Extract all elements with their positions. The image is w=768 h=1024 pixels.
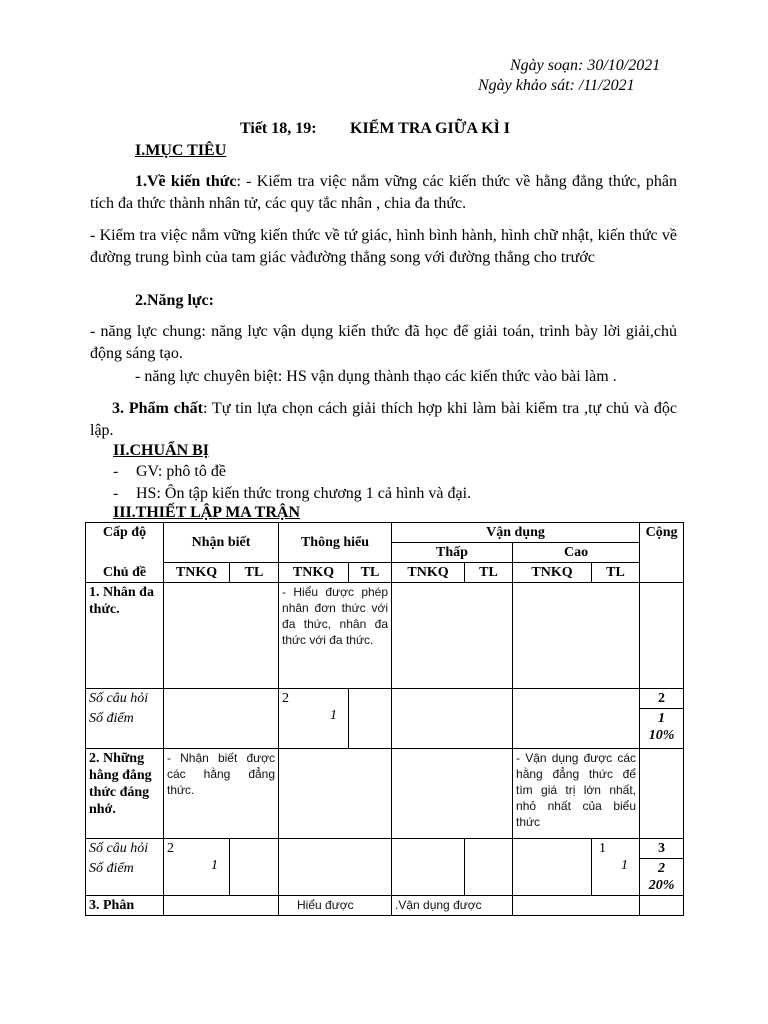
thong-hieu-header: Thông hiểu — [279, 523, 392, 563]
tnkq-header: TNKQ — [513, 563, 592, 583]
nang-luc-label: 2.Năng lực: — [135, 292, 214, 309]
table-cell — [513, 583, 640, 689]
hs-item: HS: Ôn tập kiến thức trong chương 1 cả hình và đại. — [136, 485, 472, 502]
table-cell — [279, 749, 392, 839]
kien-thuc-paragraph — [90, 171, 677, 215]
thong-hieu-desc: Hiểu được — [279, 896, 392, 916]
nang-luc-chuyen-biet: - năng lực chuyên biệt: HS vận dụng thành thạo các kiến thức vào bài làm . — [135, 368, 617, 385]
table-cell — [279, 839, 392, 896]
table-cell — [164, 689, 279, 749]
gv-bullet: - — [113, 463, 119, 480]
cong-header: Cộng — [640, 523, 684, 583]
so-cau-label: Số câu hỏi — [86, 839, 164, 859]
chu-de-header: Chủ đề — [86, 563, 164, 583]
table-cell — [392, 689, 513, 749]
tnkq-header: TNKQ — [164, 563, 230, 583]
ngay-khao-sat: Ngày khảo sát: /11/2021 — [478, 77, 635, 94]
section-muc-tieu: I.MỤC TIÊU — [135, 142, 227, 159]
table-cell — [513, 839, 592, 896]
table-cell — [392, 839, 465, 896]
topic-nhan-da-thuc: 1. Nhân đa thức. — [86, 583, 164, 689]
nb-so-cau: 2 — [167, 841, 174, 856]
pham-chat-paragraph — [90, 398, 677, 442]
cao-header: Cao — [513, 543, 640, 563]
nhan-biet-desc: - Nhận biết được các hằng đẳng thức. — [164, 749, 279, 839]
so-cau-label: Số câu hỏi — [86, 689, 164, 709]
th-so-cau: 2 — [282, 691, 290, 706]
table-cell — [230, 839, 279, 896]
cao-so-diem: 1 — [621, 858, 629, 873]
total-diem-value: 2 — [658, 861, 666, 876]
so-diem-label: Số điểm — [86, 709, 164, 749]
table-cell — [392, 749, 513, 839]
kien-thuc-label: 1.Về kiến thức — [135, 173, 237, 190]
tl-header: TL — [349, 563, 392, 583]
th-so-diem: 1 — [330, 708, 338, 723]
cap-do-header: Cấp độ — [86, 523, 164, 543]
nhan-biet-header: Nhận biết — [164, 523, 279, 563]
thap-desc: .Vận dụng được — [392, 896, 513, 916]
table-cell — [640, 749, 684, 839]
total-so-cau: 2 — [640, 689, 684, 709]
gv-item: GV: phô tô đề — [136, 463, 226, 480]
kien-thuc-text: : - Kiểm tra việc nắm vững các kiến thức về hằng đẳng thức, phân tích đa thức thành nhân tử, các quy tắc nhân , chia đa thức. — [90, 173, 677, 212]
page-title: KIỂM TRA GIỮA KÌ I — [350, 120, 511, 137]
cao-so-cau: 1 — [599, 841, 607, 856]
topic-phan: 3. Phân — [86, 896, 164, 916]
tl-header: TL — [592, 563, 640, 583]
ngay-soan: Ngày soạn: 30/10/2021 — [510, 57, 661, 74]
thap-header: Thấp — [392, 543, 513, 563]
total-so-cau: 3 — [640, 839, 684, 859]
tnkq-header: TNKQ — [279, 563, 349, 583]
tl-header: TL — [465, 563, 513, 583]
empty-cell — [86, 543, 164, 563]
section-chuan-bi: II.CHUẨN BỊ — [113, 442, 210, 459]
table-cell — [640, 896, 684, 916]
table-cell — [164, 896, 279, 916]
tl-header: TL — [230, 563, 279, 583]
th-so-cau-diem — [279, 689, 349, 749]
total-diem-value: 1 — [658, 711, 666, 726]
tnkq-header: TNKQ — [392, 563, 465, 583]
topic-hang-dang-thuc: 2. Những hằng đẳng thức đáng nhớ. — [86, 749, 164, 839]
cao-so-cau-diem — [592, 839, 640, 896]
table-cell — [513, 689, 640, 749]
nb-so-diem: 1 — [211, 858, 218, 873]
total-so-diem — [640, 859, 684, 896]
pham-chat-label: 3. Phẩm chất — [112, 400, 203, 417]
total-so-diem — [640, 709, 684, 749]
hs-bullet: - — [113, 485, 119, 502]
total-percent: 10% — [648, 728, 675, 743]
lesson-number: Tiết 18, 19: — [240, 120, 317, 137]
so-diem-label: Số điểm — [86, 859, 164, 896]
table-cell — [640, 583, 684, 689]
matrix-table — [85, 522, 684, 916]
table-cell — [513, 896, 640, 916]
van-dung-header: Vận dụng — [392, 523, 640, 543]
total-percent: 20% — [648, 878, 675, 893]
kien-thuc-paragraph-2: - Kiểm tra việc nắm vững kiến thức về tứ giác, hình bình hành, hình chữ nhật, kiến thức về đường trung bình của tam giác vàđường thẳng song với đường thẳng cho trước — [90, 227, 677, 266]
thong-hieu-desc: - Hiểu được phép nhân đơn thức với đa thức, nhân đa thức với đa thức. — [279, 583, 392, 689]
cao-desc: - Vận dụng được các hằng đẳng thức để tìm giá trị lớn nhất, nhỏ nhất của biểu thức — [513, 749, 640, 839]
nang-luc-chung: - năng lực chung: năng lực vận dụng kiến thức đã học để giải toán, trình bày lời giải,chủ động sáng tạo. — [90, 323, 677, 362]
table-cell — [164, 583, 279, 689]
pham-chat-text: : Tự tin lựa chọn cách giải thích hợp khi làm bài kiểm tra ,tự chủ và độc lập. — [90, 400, 677, 439]
table-cell — [349, 689, 392, 749]
table-cell — [465, 839, 513, 896]
section-ma-tran: III.THIẾT LẬP MA TRẬN — [113, 504, 301, 521]
table-cell — [392, 583, 513, 689]
nb-so-cau-diem — [164, 839, 230, 896]
